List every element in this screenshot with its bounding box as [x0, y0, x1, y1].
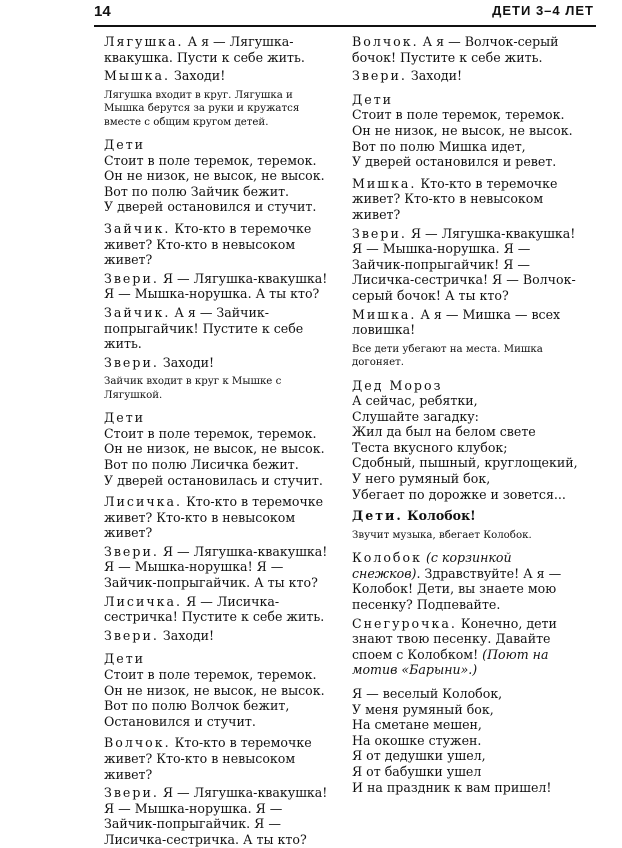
line-text: Кто-кто в теремочке живет? Кто-кто в невысоком живет?	[352, 175, 558, 222]
dialogue-line	[104, 34, 328, 65]
speaker: Дети.	[352, 508, 403, 524]
verse-block	[104, 651, 328, 729]
dialogue-line	[352, 550, 582, 612]
verse-line: У дверей остановился и ревет.	[352, 154, 557, 170]
dialogue-line	[104, 544, 328, 591]
line-text: Я — Лягушка-квакушка! Я — Мышка-норушка. А ты кто?	[104, 270, 328, 302]
speaker: Мишка.	[352, 306, 417, 322]
line-text: . Здравствуйте! А я — Колобок! Дети, вы знаете мою песенку? Подпевайте.	[352, 565, 562, 613]
line-text: А я — Мишка — всех ловишка!	[352, 306, 561, 338]
speaker: Зайчик.	[104, 304, 171, 320]
dialogue-line	[104, 735, 328, 782]
speaker: Звери.	[104, 354, 159, 370]
speaker: Лисичка.	[104, 494, 183, 510]
stage-remark: (с корзинкой снежков)	[352, 550, 512, 581]
verse-line: Я — веселый Колобок,	[352, 686, 503, 701]
verse-line: Вот по полю Зайчик бежит.	[104, 183, 290, 199]
dialogue-line	[352, 176, 582, 223]
verse-line: Стоит в поле теремок, теремок.	[104, 667, 317, 683]
speaker: Волчок.	[352, 34, 419, 49]
line-text: Кто-кто в теремочке живет? Кто-кто в невысоком живет?	[104, 220, 312, 268]
verse-speaker: Дети	[104, 137, 146, 152]
verse-block	[352, 378, 582, 503]
verse-line: Вот по полю Лисичка бежит.	[104, 456, 299, 472]
line-text: Заходи!	[158, 627, 215, 643]
stage-direction: Зайчик входит в круг к Мышке с Лягушкой.	[104, 376, 282, 401]
speaker: Звери.	[104, 270, 159, 286]
dialogue-line	[104, 305, 328, 352]
verse-speaker: Дети	[104, 410, 146, 426]
verse-block	[352, 92, 582, 170]
dialogue-line	[352, 508, 582, 524]
verse-line: На сметане мешен,	[352, 717, 482, 733]
scan-mark	[86, 124, 92, 128]
dialogue-line	[104, 594, 328, 625]
line-text: Конечно, дети знают твою песенку. Давайте споем с Колобком!	[352, 615, 557, 662]
speaker: Колобок	[352, 550, 422, 566]
dialogue-line	[352, 307, 582, 338]
verse-line: Он не низок, не высок, не высок.	[104, 168, 325, 184]
dialogue-line	[104, 355, 328, 371]
stage-remark: (Поют на мотив «Барыни».)	[352, 646, 549, 678]
verse-line: Жил да был на белом свете	[352, 424, 536, 440]
verse-line: Стоит в поле теремок, теремок.	[104, 425, 317, 441]
line-text: А я — Лягушка-квакушка. Пусти к себе жить.	[104, 34, 305, 65]
line-text: Я — Лягушка-квакушка! Я — Мышка-норушка. Я — Зайчик-попрыгайчик. Я — Лисичка-сестричка. А ты кто?	[104, 785, 328, 847]
dialogue-line	[352, 226, 582, 304]
line-text: Я — Лягушка-квакушка! Я — Мышка-норушка! Я — Зайчик-попрыгайчик. А ты кто?	[104, 543, 328, 591]
page-number: 14	[94, 3, 111, 20]
line-text: Кто-кто в теремочке живет? Кто-кто в невысоком живет?	[104, 494, 324, 541]
line-text: Заходи!	[158, 354, 215, 370]
speaker: Звери.	[104, 627, 159, 643]
right-column	[352, 34, 582, 801]
dialogue-line	[352, 616, 582, 678]
line-text: Заходи!	[170, 68, 226, 84]
verse-line: У дверей остановился и стучит.	[104, 199, 317, 215]
page-header	[94, 0, 594, 24]
dialogue-line	[352, 68, 582, 84]
verse-line: У дверей остановилась и стучит.	[104, 472, 323, 488]
verse-speaker: Дети	[352, 91, 394, 107]
speaker: Мышка.	[104, 68, 171, 84]
verse-line: Вот по полю Мишка идет,	[352, 138, 526, 154]
dialogue-line	[104, 221, 328, 268]
stage-direction: Все дети убегают на места. Мишка догоняет.	[352, 343, 543, 369]
line-text: Заходи!	[406, 68, 463, 84]
speaker: Зайчик.	[104, 220, 171, 236]
verse-block	[104, 410, 328, 488]
verse-block	[104, 137, 328, 215]
speaker: Звери.	[352, 68, 407, 84]
verse-line: У него румяный бок,	[352, 471, 491, 487]
dialogue-line	[104, 494, 328, 541]
verse-line: А сейчас, ребятки,	[352, 393, 478, 409]
verse-line: Сдобный, пышный, круглощекий,	[352, 455, 578, 471]
verse-line: Стоит в поле теремок, теремок.	[104, 152, 317, 168]
line-text: А я — Волчок-серый бочок! Пустите к себе жить.	[352, 34, 559, 65]
line-text: Колобок!	[402, 508, 476, 524]
verse-line: Вот по полю Волчок бежит,	[104, 698, 290, 714]
line-text: Я — Лягушка-квакушка! Я — Мышка-норушка. Я — Зайчик-попрыгайчик! Я — Лисичка-сестричка! Я — Волчок-серый бочок! А ты кто?	[352, 225, 576, 303]
dialogue-line	[104, 785, 328, 847]
verse-line: Слушайте загадку:	[352, 408, 479, 424]
line-text: Кто-кто в теремочке живет? Кто-кто в невысоком живет?	[104, 735, 312, 782]
verse-line: И на праздник к вам пришел!	[352, 779, 552, 795]
speaker: Лисичка.	[104, 593, 183, 609]
stage-direction: Звучит музыка, вбегает Колобок.	[352, 529, 532, 541]
speaker: Лягушка.	[104, 34, 184, 49]
verse-line: У меня румяный бок,	[352, 701, 494, 717]
speaker: Волчок.	[104, 735, 171, 751]
speaker: Звери.	[104, 785, 159, 801]
line-text: Я — Лисичка-сестричка! Пустите к себе жить.	[104, 593, 325, 625]
verse-block	[352, 686, 582, 795]
verse-line: Теста вкусного клубок;	[352, 439, 508, 455]
verse-line: Стоит в поле теремок, теремок.	[352, 107, 565, 123]
verse-line: Остановился и стучит.	[104, 713, 256, 729]
verse-line: На окошке стужен.	[352, 732, 482, 748]
speaker: Звери.	[104, 543, 159, 559]
verse-speaker: Дети	[104, 651, 146, 667]
left-column	[104, 34, 328, 848]
verse-line: Он не низок, не высок, не высок.	[104, 682, 325, 698]
verse-line: Убегает по дорожке и зовется...	[352, 486, 566, 502]
verse-line: Я от бабушки ушел	[352, 763, 482, 779]
dialogue-line	[352, 34, 582, 65]
dialogue-line	[104, 271, 328, 302]
dialogue-line	[104, 68, 328, 84]
dialogue-line	[104, 628, 328, 644]
verse-speaker: Дед Мороз	[352, 377, 443, 393]
speaker: Звери.	[352, 225, 407, 241]
speaker: Снегурочка.	[352, 615, 457, 631]
speaker: Мишка.	[352, 175, 417, 191]
running-title: ДЕТИ 3–4 ЛЕТ	[492, 3, 594, 18]
verse-line: Он не низок, не высок, не высок.	[352, 122, 573, 138]
verse-line: Он не низок, не высок, не высок.	[104, 441, 325, 457]
header-rule	[94, 25, 596, 27]
verse-line: Я от дедушки ушел,	[352, 748, 486, 764]
line-text: А я — Зайчик-попрыгайчик! Пустите к себе жить.	[104, 304, 304, 352]
stage-direction: Лягушка входит в круг. Лягушка и Мышка берутся за руки и кружатся вместе с общим кругом детей.	[104, 89, 300, 128]
